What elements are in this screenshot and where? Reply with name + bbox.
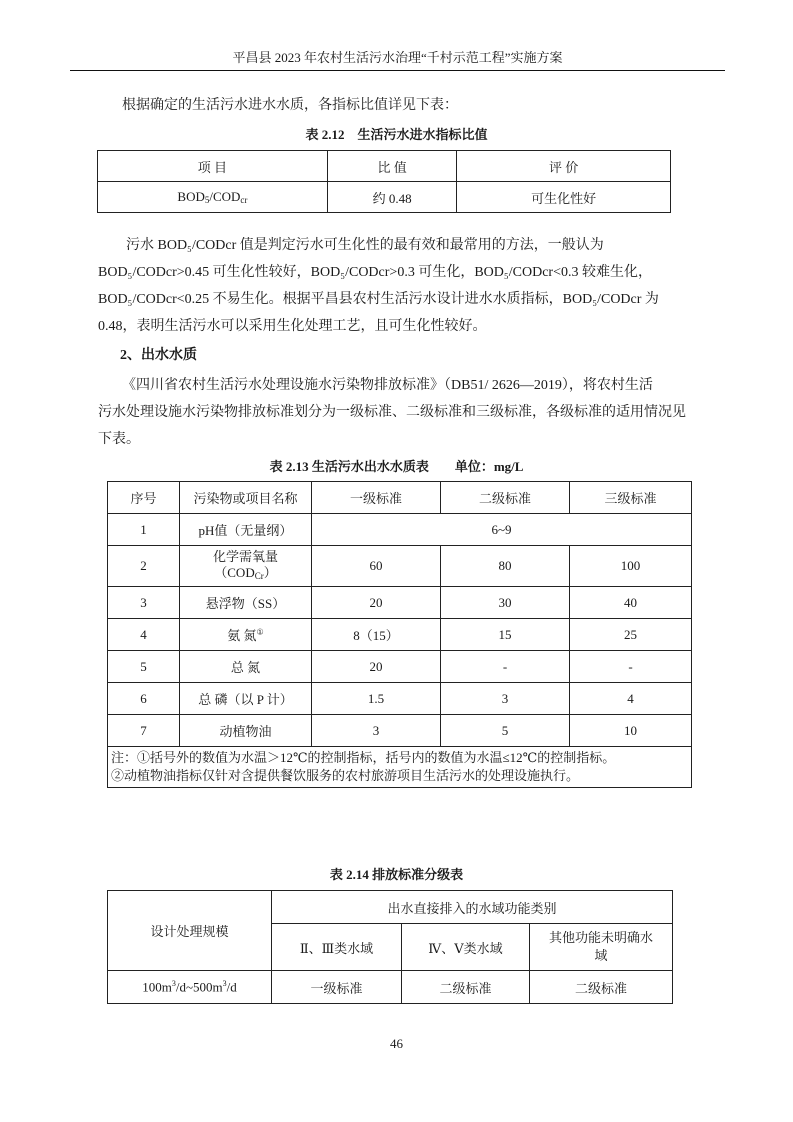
name-cell <box>180 546 312 587</box>
no-cell: 7 <box>108 715 180 747</box>
item-cell <box>98 182 328 213</box>
name-cell: 总 磷（以 P 计） <box>180 683 312 715</box>
ratio-cell: 约 0.48 <box>327 182 457 213</box>
no-cell: 5 <box>108 651 180 683</box>
table-note <box>108 747 692 788</box>
value-cell: 一级标准 <box>272 971 402 1004</box>
value-cell: 3 <box>441 683 570 715</box>
paragraph-line: 污水 BOD₅/CODcr 值是判定污水可生化性的最有效和最常用的方法，一般认为 <box>126 238 604 253</box>
intro-paragraph: 根据确定的生活污水进水水质，各指标比值详见下表： <box>122 98 458 113</box>
page-number: 46 <box>390 1036 403 1051</box>
value-cell: 10 <box>570 715 692 747</box>
value-cell: 80 <box>441 546 570 587</box>
name-cell: pH值（无量纲） <box>180 514 312 546</box>
scale-sup: 3 <box>171 978 176 988</box>
paragraph-line: 下表。 <box>98 432 140 447</box>
header-cell: 二级标准 <box>441 482 570 514</box>
value-cell: 25 <box>570 619 692 651</box>
subheader-cell: Ⅳ、Ⅴ类水域 <box>402 924 530 971</box>
note-line: ②动植物油指标仅针对含提供餐饮服务的农村旅游项目生活污水的处理设施执行。 <box>111 768 580 783</box>
table-header-row <box>98 151 671 182</box>
header-cell: 序号 <box>108 482 180 514</box>
group-header-cell: 出水直接排入的水域功能类别 <box>272 891 673 924</box>
scale-sup: 3 <box>222 978 227 988</box>
header-cell: 污染物或项目名称 <box>180 482 312 514</box>
table-row <box>108 971 673 1004</box>
subheader-cell: 其他功能未明确水域 <box>530 924 673 971</box>
table-row <box>108 587 692 619</box>
eval-cell: 可生化性好 <box>457 182 671 213</box>
scale-text: /d <box>226 979 237 995</box>
item-sub: 5 <box>204 195 210 205</box>
paragraph-line: BOD₅/CODcr<0.25 不易生化。根据平昌县农村生活污水设计进水水质指标，BOD₅/CODcr 为 <box>98 292 659 307</box>
value-cell: 1.5 <box>312 683 441 715</box>
value-cell: 二级标准 <box>530 971 673 1004</box>
item-text: /COD <box>209 189 241 204</box>
name-cell: 悬浮物（SS） <box>180 587 312 619</box>
value-cell: 3 <box>312 715 441 747</box>
table-header-row <box>108 891 673 924</box>
value-cell: 30 <box>441 587 570 619</box>
table-2-12 <box>97 150 671 213</box>
table-row <box>108 546 692 587</box>
header-cell: 一级标准 <box>312 482 441 514</box>
name-cell <box>180 619 312 651</box>
table-2-12-caption: 表 2.12 生活污水进水指标比值 <box>305 127 488 142</box>
footnote-mark: ① <box>256 627 264 637</box>
page-header: 平昌县 2023 年农村生活污水治理“千村示范工程”实施方案 <box>70 50 725 71</box>
table-row <box>108 514 692 546</box>
table-row <box>98 182 671 213</box>
name-line: 化学需氧量 <box>212 548 278 564</box>
header-cell: 项 目 <box>98 151 328 182</box>
value-cell: 40 <box>570 587 692 619</box>
paragraph-line: 《四川省农村生活污水处理设施水污染物排放标准》（DB51/ 2626—2019），将农村生活 <box>122 378 653 393</box>
paragraph-line: 污水处理设施水污染物排放标准划分为一级标准、二级标准和三级标准，各级标准的适用情况见 <box>98 405 686 420</box>
table-note-row <box>108 747 692 788</box>
scale-header-cell: 设计处理规模 <box>108 891 272 971</box>
header-cell: 评 价 <box>457 151 671 182</box>
value-cell: 15 <box>441 619 570 651</box>
standard-paragraph <box>98 372 698 453</box>
value-cell: 5 <box>441 715 570 747</box>
table-row <box>108 651 692 683</box>
name-line <box>180 565 311 584</box>
table-row <box>108 683 692 715</box>
value-cell: 4 <box>570 683 692 715</box>
table-row <box>108 619 692 651</box>
paragraph-line: BOD₅/CODcr>0.45 可生化性较好，BOD₅/CODcr>0.3 可生化，BOD₅/CODcr<0.3 较难生化， <box>98 265 652 280</box>
value-cell: 100 <box>570 546 692 587</box>
note-line: 注：①括号外的数值为水温＞12℃的控制指标，括号内的数值为水温≤12℃的控制指标。 <box>111 750 616 765</box>
table-2-13-caption: 表 2.13 生活污水出水水质表 单位：mg/L <box>269 459 524 474</box>
header-cell: 比 值 <box>327 151 457 182</box>
bod-cod-paragraph <box>98 232 698 340</box>
scale-cell <box>108 971 272 1004</box>
item-sub: cr <box>240 195 248 205</box>
value-cell: 60 <box>312 546 441 587</box>
no-cell: 2 <box>108 546 180 587</box>
name-text: ） <box>263 564 277 580</box>
item-text: BOD <box>177 189 205 204</box>
name-sub: Cr <box>254 570 264 581</box>
value-cell: - <box>570 651 692 683</box>
value-cell: 8（15） <box>312 619 441 651</box>
header-cell: 三级标准 <box>570 482 692 514</box>
table-header-row <box>108 482 692 514</box>
subheader-cell: Ⅱ、Ⅲ类水域 <box>272 924 402 971</box>
section-heading: 2、出水水质 <box>120 348 197 363</box>
scale-text: 100m <box>142 979 172 995</box>
table-2-13 <box>107 481 692 788</box>
merged-value-cell: 6~9 <box>312 514 692 546</box>
name-cell: 动植物油 <box>180 715 312 747</box>
paragraph-line: 0.48，表明生活污水可以采用生化处理工艺，且可生化性较好。 <box>98 319 487 334</box>
value-cell: 二级标准 <box>402 971 530 1004</box>
table-2-14 <box>107 890 673 1004</box>
name-cell: 总 氮 <box>180 651 312 683</box>
value-cell: 20 <box>312 587 441 619</box>
value-cell: - <box>441 651 570 683</box>
no-cell: 3 <box>108 587 180 619</box>
table-row <box>108 715 692 747</box>
table-2-14-caption: 表 2.14 排放标准分级表 <box>329 867 464 882</box>
name-text: （COD <box>214 564 255 580</box>
no-cell: 4 <box>108 619 180 651</box>
no-cell: 6 <box>108 683 180 715</box>
no-cell: 1 <box>108 514 180 546</box>
name-text: 氨 氮 <box>227 628 257 643</box>
value-cell: 20 <box>312 651 441 683</box>
scale-text: /d~500m <box>175 979 223 995</box>
